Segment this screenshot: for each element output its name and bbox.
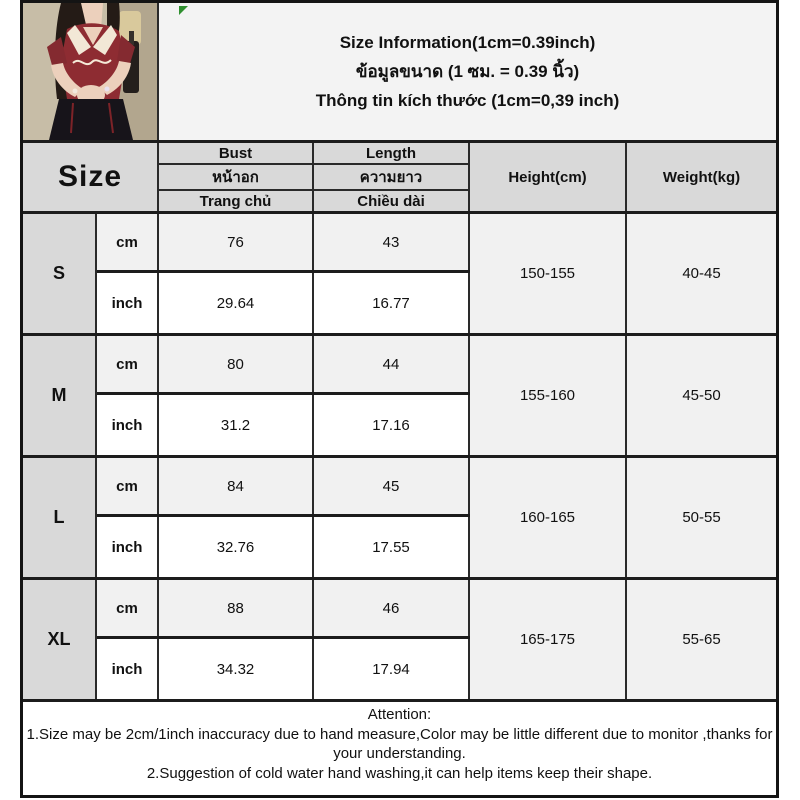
height-value: 160-165 [470,458,627,577]
length-inch-value: 17.16 [314,395,470,455]
inch-subrow [97,273,470,333]
size-label: S [23,214,97,333]
inch-subrow [97,517,470,577]
height-value: 155-160 [470,336,627,455]
bust-cm-value: 88 [159,580,314,636]
table-row-s [23,214,776,336]
cm-subrow [97,458,470,517]
attention-note-1: 1.Size may be 2cm/1inch inaccuracy due to hand measure,Color may be little different due to monitor ,thanks for your understanding. [26,725,773,762]
unit-label-cm: cm [97,458,159,514]
title-row [23,3,776,143]
bust-inch-value: 29.64 [159,273,314,333]
length-header-th: ความยาว [314,163,468,189]
cm-subrow [97,214,470,273]
bust-column-header [159,143,314,211]
unit-label-inch: inch [97,517,159,577]
length-header-en: Length [314,143,468,163]
weight-value: 40-45 [627,214,776,333]
length-inch-value: 16.77 [314,273,470,333]
height-value: 150-155 [470,214,627,333]
title-line-vi: Thông tin kích thước (1cm=0,39 inch) [315,90,620,110]
size-label: XL [23,580,97,699]
title-line-th: ข้อมูลขนาด (1 ซม. = 0.39 นิ้ว) [355,61,580,81]
product-photo [23,3,157,140]
table-row-l [23,458,776,580]
bust-inch-value: 34.32 [159,639,314,699]
weight-value: 55-65 [627,580,776,699]
measurements-col [97,336,470,455]
unit-label-inch: inch [97,395,159,455]
inch-subrow [97,639,470,699]
cm-subrow [97,336,470,395]
title-cell [159,3,776,140]
inch-subrow [97,395,470,455]
height-value: 165-175 [470,580,627,699]
unit-label-inch: inch [97,639,159,699]
size-label: L [23,458,97,577]
attention-section [23,702,776,795]
cm-subrow [97,580,470,639]
size-table [20,0,779,798]
table-row-m [23,336,776,458]
measurements-col [97,458,470,577]
weight-column-header: Weight(kg) [627,143,776,211]
attention-note-2: 2.Suggestion of cold water hand washing,it can help items keep their shape. [146,764,653,782]
measurements-col [97,580,470,699]
weight-value: 45-50 [627,336,776,455]
size-column-header: Size [23,143,159,211]
bust-cm-value: 76 [159,214,314,270]
bust-inch-value: 32.76 [159,517,314,577]
size-label: M [23,336,97,455]
bust-header-en: Bust [159,143,312,163]
unit-label-cm: cm [97,580,159,636]
length-column-header [314,143,470,211]
green-corner-marker-icon [179,6,188,15]
length-cm-value: 46 [314,580,470,636]
attention-heading: Attention: [367,706,432,723]
weight-value: 50-55 [627,458,776,577]
length-inch-value: 17.55 [314,517,470,577]
bust-cm-value: 80 [159,336,314,392]
length-header-vi: Chiều dài [314,189,468,211]
length-cm-value: 44 [314,336,470,392]
height-column-header: Height(cm) [470,143,627,211]
bust-inch-value: 31.2 [159,395,314,455]
unit-label-cm: cm [97,336,159,392]
measurements-col [97,214,470,333]
title-line-en: Size Information(1cm=0.39inch) [339,32,596,52]
bust-header-vi: Trang chủ [159,189,312,211]
length-inch-value: 17.94 [314,639,470,699]
product-photo-cell [23,3,159,140]
header-row [23,143,776,214]
unit-label-inch: inch [97,273,159,333]
table-row-xl [23,580,776,702]
bust-cm-value: 84 [159,458,314,514]
length-cm-value: 45 [314,458,470,514]
length-cm-value: 43 [314,214,470,270]
unit-label-cm: cm [97,214,159,270]
bust-header-th: หน้าอก [159,163,312,189]
